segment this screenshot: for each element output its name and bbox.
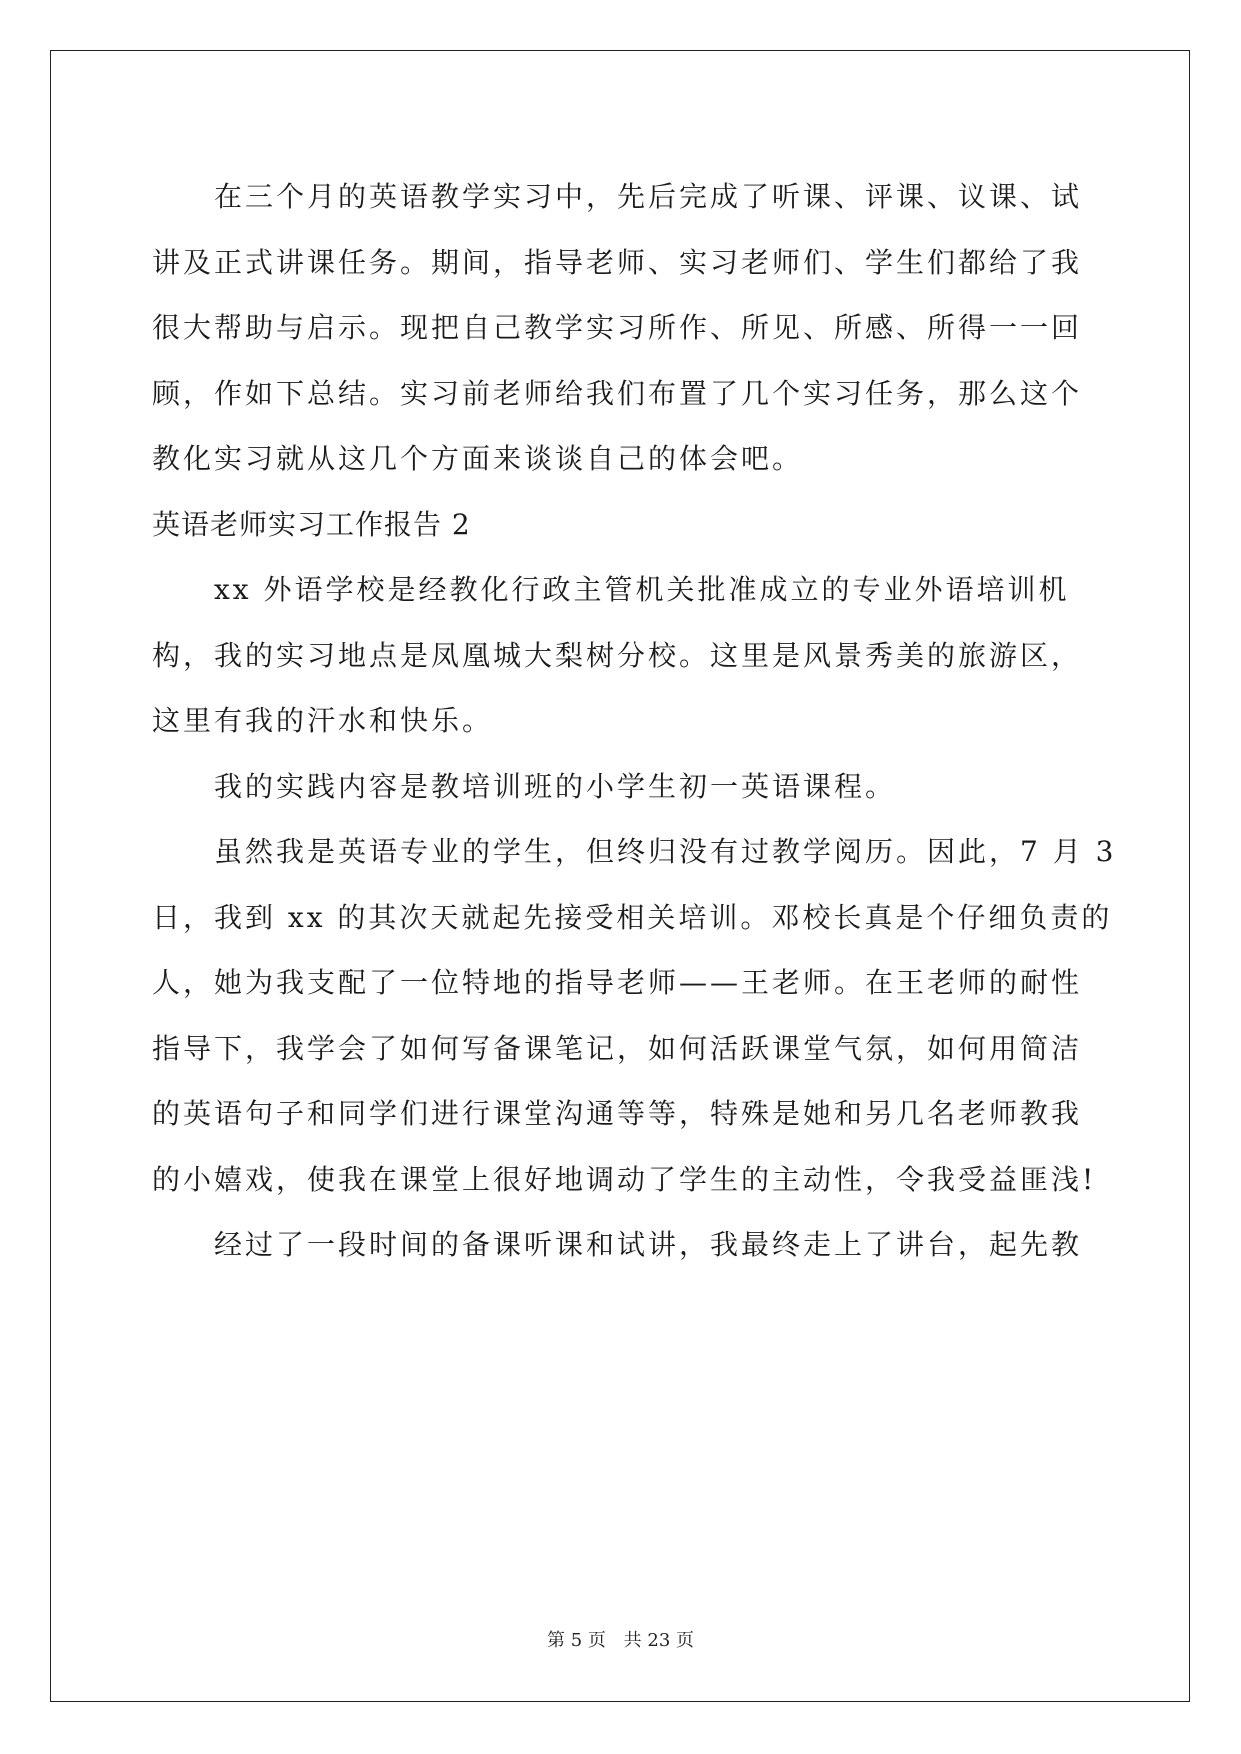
- text-line: 经过了一段时间的备课听课和试讲，我最终走上了讲台，起先教: [214, 1228, 1083, 1261]
- text-line: 这里有我的汗水和快乐。: [152, 704, 494, 737]
- text-line: 虽然我是英语专业的学生，但终归没有过教学阅历。因此，7 月 3: [214, 835, 1117, 868]
- text-line: 指导下，我学会了如何写备课笔记，如何活跃课堂气氛，如何用简洁: [152, 1031, 1083, 1065]
- text-line: 顾，作如下总结。实习前老师给我们布置了几个实习任务，那么这个: [152, 376, 1083, 410]
- page-total: 共 23 页: [623, 1630, 694, 1651]
- text-line: 很大帮助与启示。现把自己教学实习所作、所见、所感、所得一一回: [152, 311, 1083, 344]
- text-line: 的英语句子和同学们进行课堂沟通等等，特殊是她和另几名老师教我: [152, 1097, 1083, 1130]
- page-footer: [0, 1626, 1241, 1652]
- paragraph-1: [152, 164, 1092, 492]
- paragraph-3: [152, 754, 1092, 820]
- text-line: 的小嬉戏，使我在课堂上很好地调动了学生的主动性，令我受益匪浅!: [152, 1162, 1097, 1196]
- paragraph-5: [152, 1212, 1092, 1278]
- document-body: [152, 164, 1117, 1278]
- text-line: xx 外语学校是经教化行政主管机关批准成立的专业外语培训机: [214, 573, 1070, 606]
- paragraph-4: [152, 819, 1117, 1212]
- text-line: 构，我的实习地点是凤凰城大梨树分校。这里是风景秀美的旅游区，: [152, 638, 1083, 672]
- section-heading: 英语老师实习工作报告 2: [152, 507, 471, 541]
- text-line: 日，我到 xx 的其次天就起先接受相关培训。邓校长真是个仔细负责的: [152, 900, 1113, 934]
- paragraph-2: [152, 557, 1092, 754]
- text-line: 教化实习就从这几个方面来谈谈自己的体会吧。: [152, 442, 804, 475]
- page-number: 第 5 页: [547, 1630, 606, 1651]
- text-line: 人，她为我支配了一位特地的指导老师——王老师。在王老师的耐性: [152, 966, 1083, 999]
- text-line: 我的实践内容是教培训班的小学生初一英语课程。: [214, 769, 897, 803]
- text-line: 在三个月的英语教学实习中，先后完成了听课、评课、议课、试: [214, 180, 1083, 213]
- text-line: 讲及正式讲课任务。期间，指导老师、实习老师们、学生们都给了我: [152, 245, 1083, 279]
